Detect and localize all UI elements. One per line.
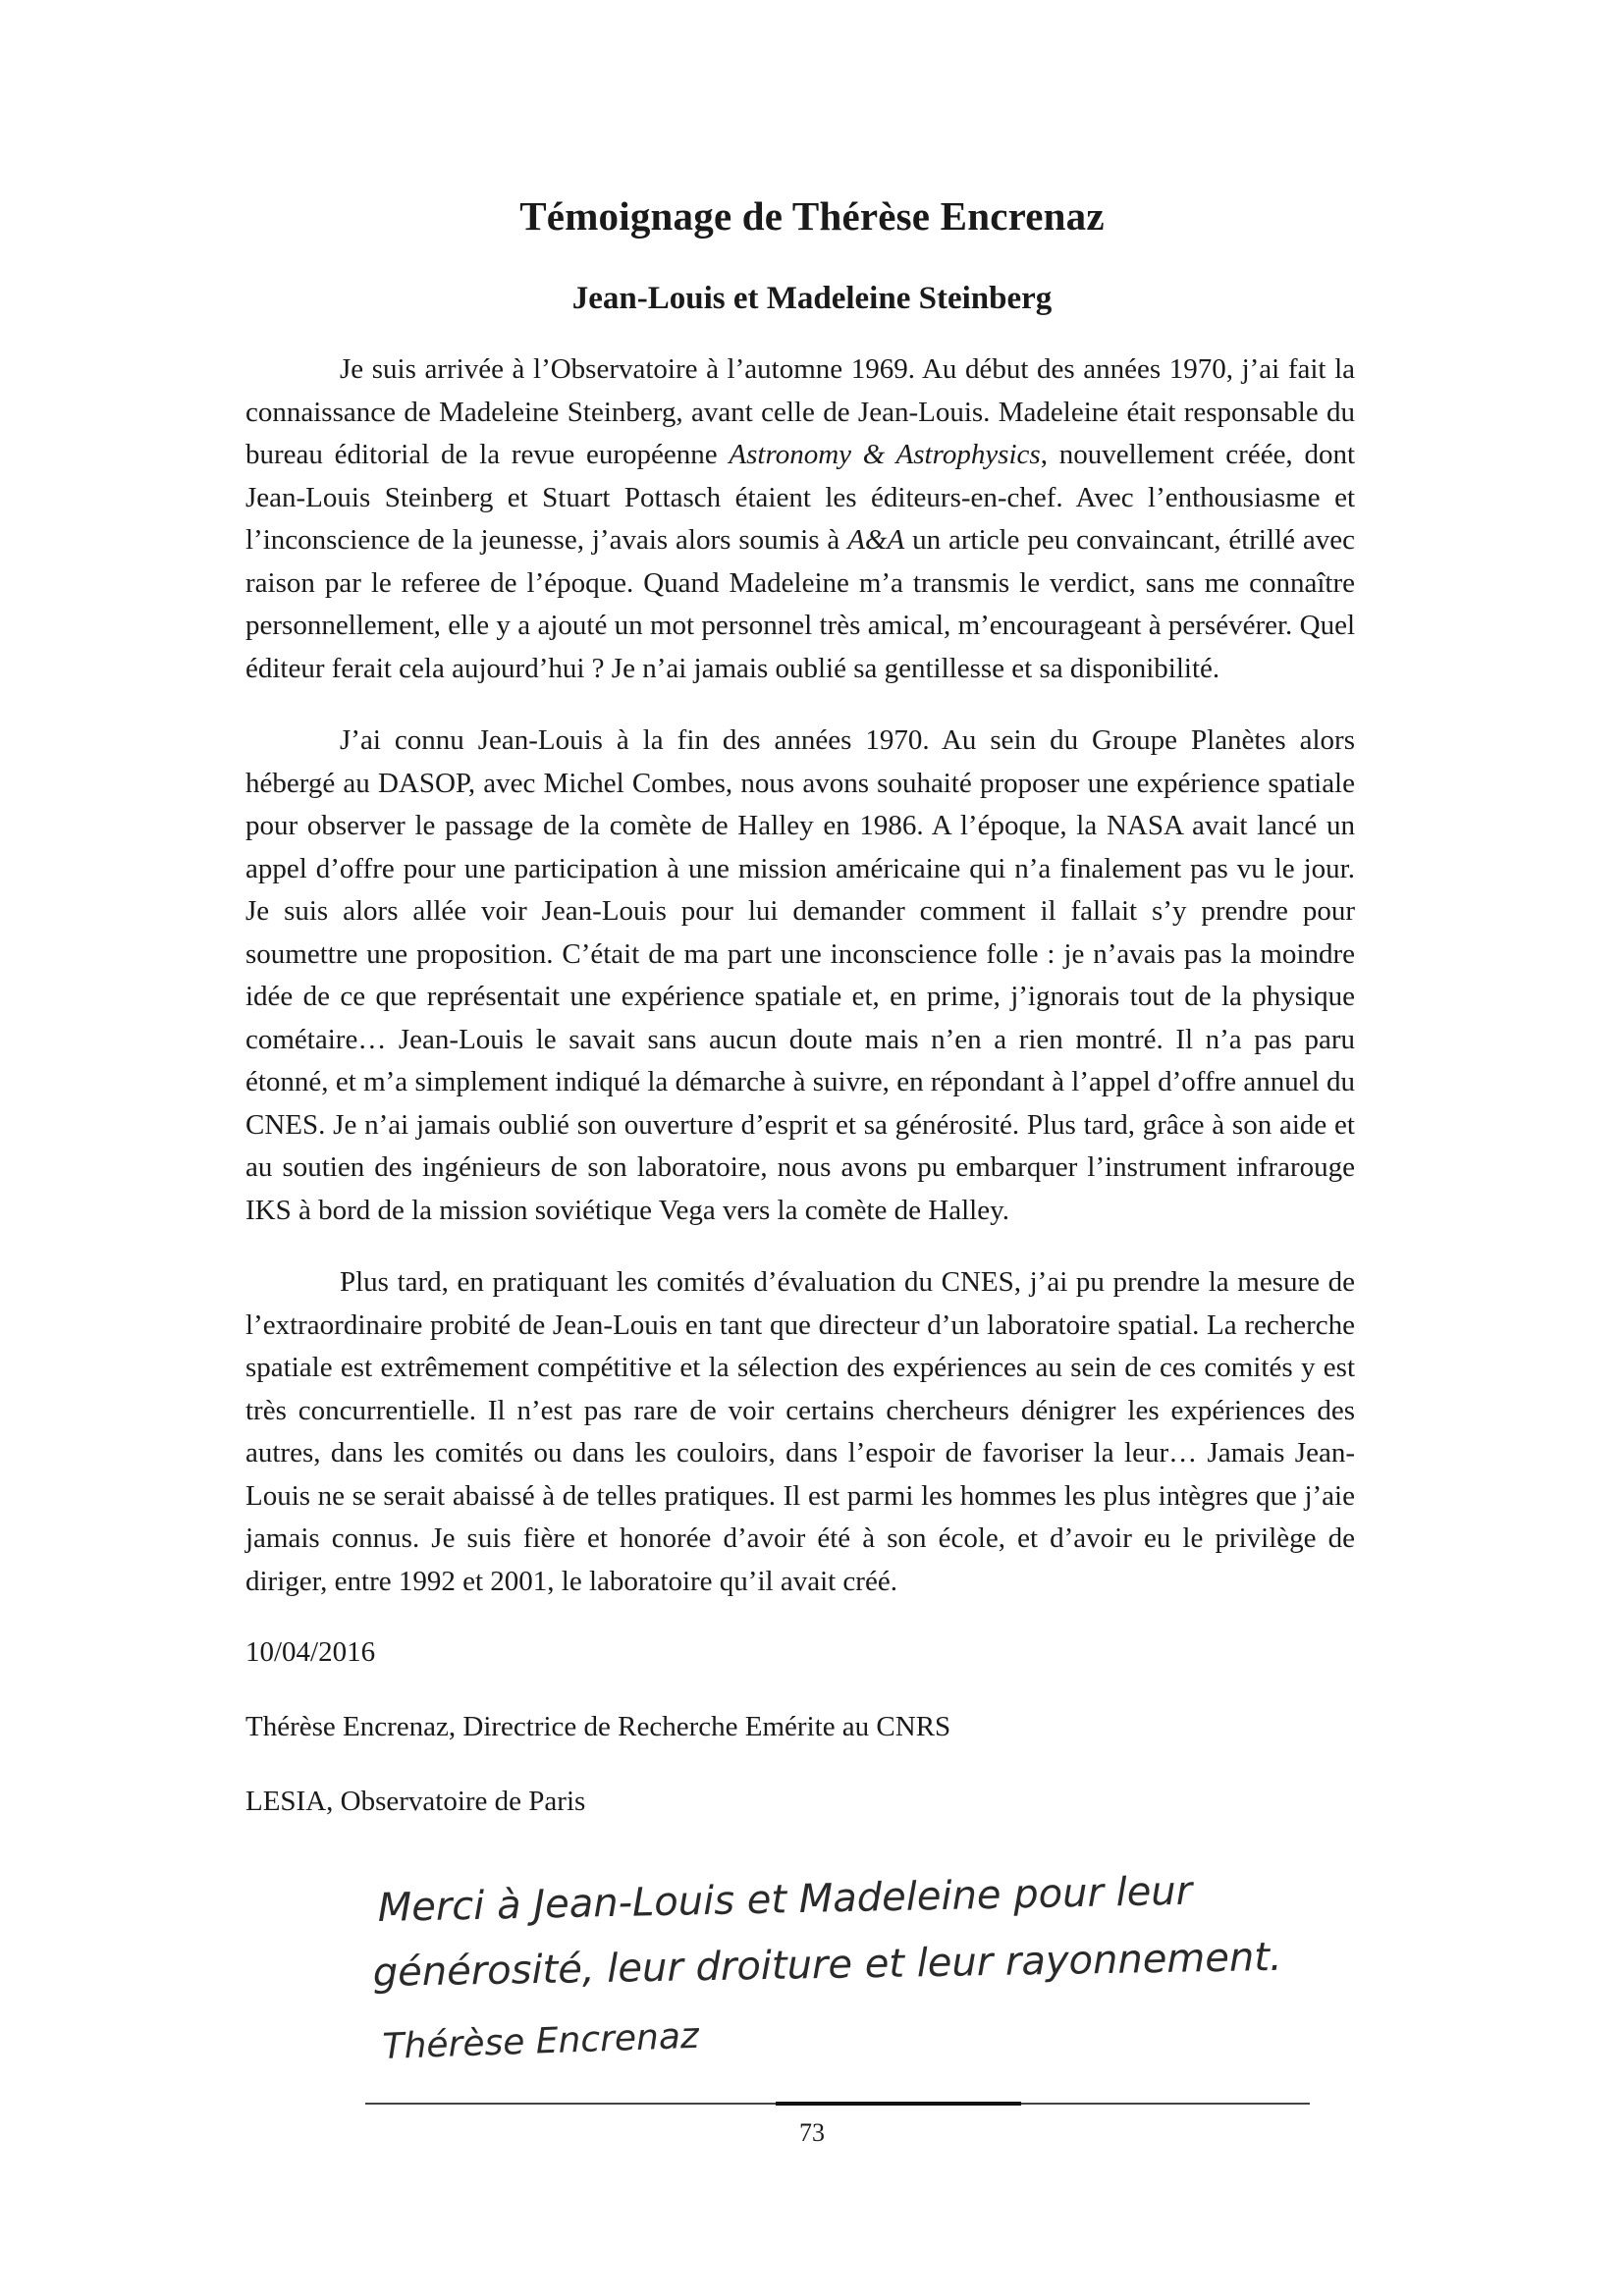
paragraph-3: Plus tard, en pratiquant les comités d’évaluation du CNES, j’ai pu prendre la mesure de l’extraordinaire probité de Jean-Louis en tant que directeur d’un laboratoire spatial. La recherche spatiale est extrêmement compétitive et la sélection des expériences au sein de ces comités y est très concurrentielle. Il n’est pas rare de voir certains chercheurs dénigrer les expériences des autres, dans les comités ou dans les couloirs, dans l’espoir de favoriser la leur… Jamais Jean-Louis ne se serait abaissé à de telles pratiques. Il est parmi les hommes les plus intègres que j’aie jamais connus. Je suis fière et honorée d’avoir été à son école, et d’avoir eu le privilège de diriger, entre 1992 et 2001, le laboratoire qu’il avait créé. (245, 1266, 1355, 1597)
page-subtitle: Jean-Louis et Madeleine Steinberg (571, 281, 1053, 316)
page-title: Témoignage de Thérèse Encrenaz (519, 193, 1105, 239)
paragraph-1-text-b: , nouvellement créée, dont Jean-Louis Steinberg et Stuart Pottasch étaient les éditeurs-en-chef. Avec l’enthousiasme et l’inconscience de la jeunesse, j’avais alors soumis à (245, 439, 1355, 556)
page-number: 73 (799, 2118, 825, 2147)
footer-divider-accent (776, 2102, 1021, 2106)
paragraph-1 (245, 348, 1355, 690)
handwritten-line-2: générosité, leur droiture et leur rayonnement. (372, 1934, 1283, 1996)
body-text (245, 348, 1355, 1856)
journal-abbreviation: A&A (847, 524, 905, 556)
affiliation: LESIA, Observatoire de Paris (245, 1786, 586, 1817)
paragraph-1-text-c: un article peu convaincant, étrillé avec raison par le referee de l’époque. Quand Madeleine m’a transmis le verdict, sans me connaître personnellement, elle y a ajouté un mot personnel très amical, m’encourageant à persévérer. Quel éditeur ferait cela aujourd’hui ? Je n’ai jamais oublié sa gentillesse et sa disponibilité. (245, 524, 1355, 684)
paragraph-1-text-a: Je suis arrivée à l’Observatoire à l’automne 1969. Au début des années 1970, j’ai fait la connaissance de Madeleine Steinberg, avant celle de Jean-Louis. Madeleine était responsable du bureau éditorial de la revue européenne (245, 353, 1355, 470)
paragraph-2: J’ai connu Jean-Louis à la fin des années 1970. Au sein du Groupe Planètes alors hébergé au DASOP, avec Michel Combes, nous avons souhaité proposer une expérience spatiale pour observer le passage de la comète de Halley en 1986. A l’époque, la NASA avait lancé un appel d’offre pour une participation à une mission américaine qui n’a finalement pas vu le jour. Je suis alors allée voir Jean-Louis pour lui demander comment il fallait s’y prendre pour soumettre une proposition. C’était de ma part une inconscience folle : je n’avais pas la moindre idée de ce que représentait une expérience spatiale et, en prime, j’ignorais tout de la physique cométaire… Jean-Louis le savait sans aucun doute mais n’en a rien montré. Il n’a pas paru étonné, et m’a simplement indiqué la démarche à suivre, en répondant à l’appel d’offre annuel du CNES. Je n’ai jamais oublié son ouverture d’esprit et sa générosité. Plus tard, grâce à son aide et au soutien des ingénieurs de son laboratoire, nous avons pu embarquer l’instrument infrarouge IKS à bord de la mission soviétique Vega vers la comète de Halley. (245, 724, 1355, 1226)
journal-name: Astronomy & Astrophysics (729, 439, 1041, 470)
handwritten-line-1: Merci à Jean-Louis et Madeleine pour leur (377, 1870, 1193, 1931)
handwritten-signature: Thérèse Encrenaz (381, 2015, 700, 2067)
author-line: Thérèse Encrenaz, Directrice de Recherche Emérite au CNRS (245, 1711, 951, 1742)
date: 10/04/2016 (245, 1636, 376, 1668)
handwritten-note (363, 1870, 1306, 2101)
